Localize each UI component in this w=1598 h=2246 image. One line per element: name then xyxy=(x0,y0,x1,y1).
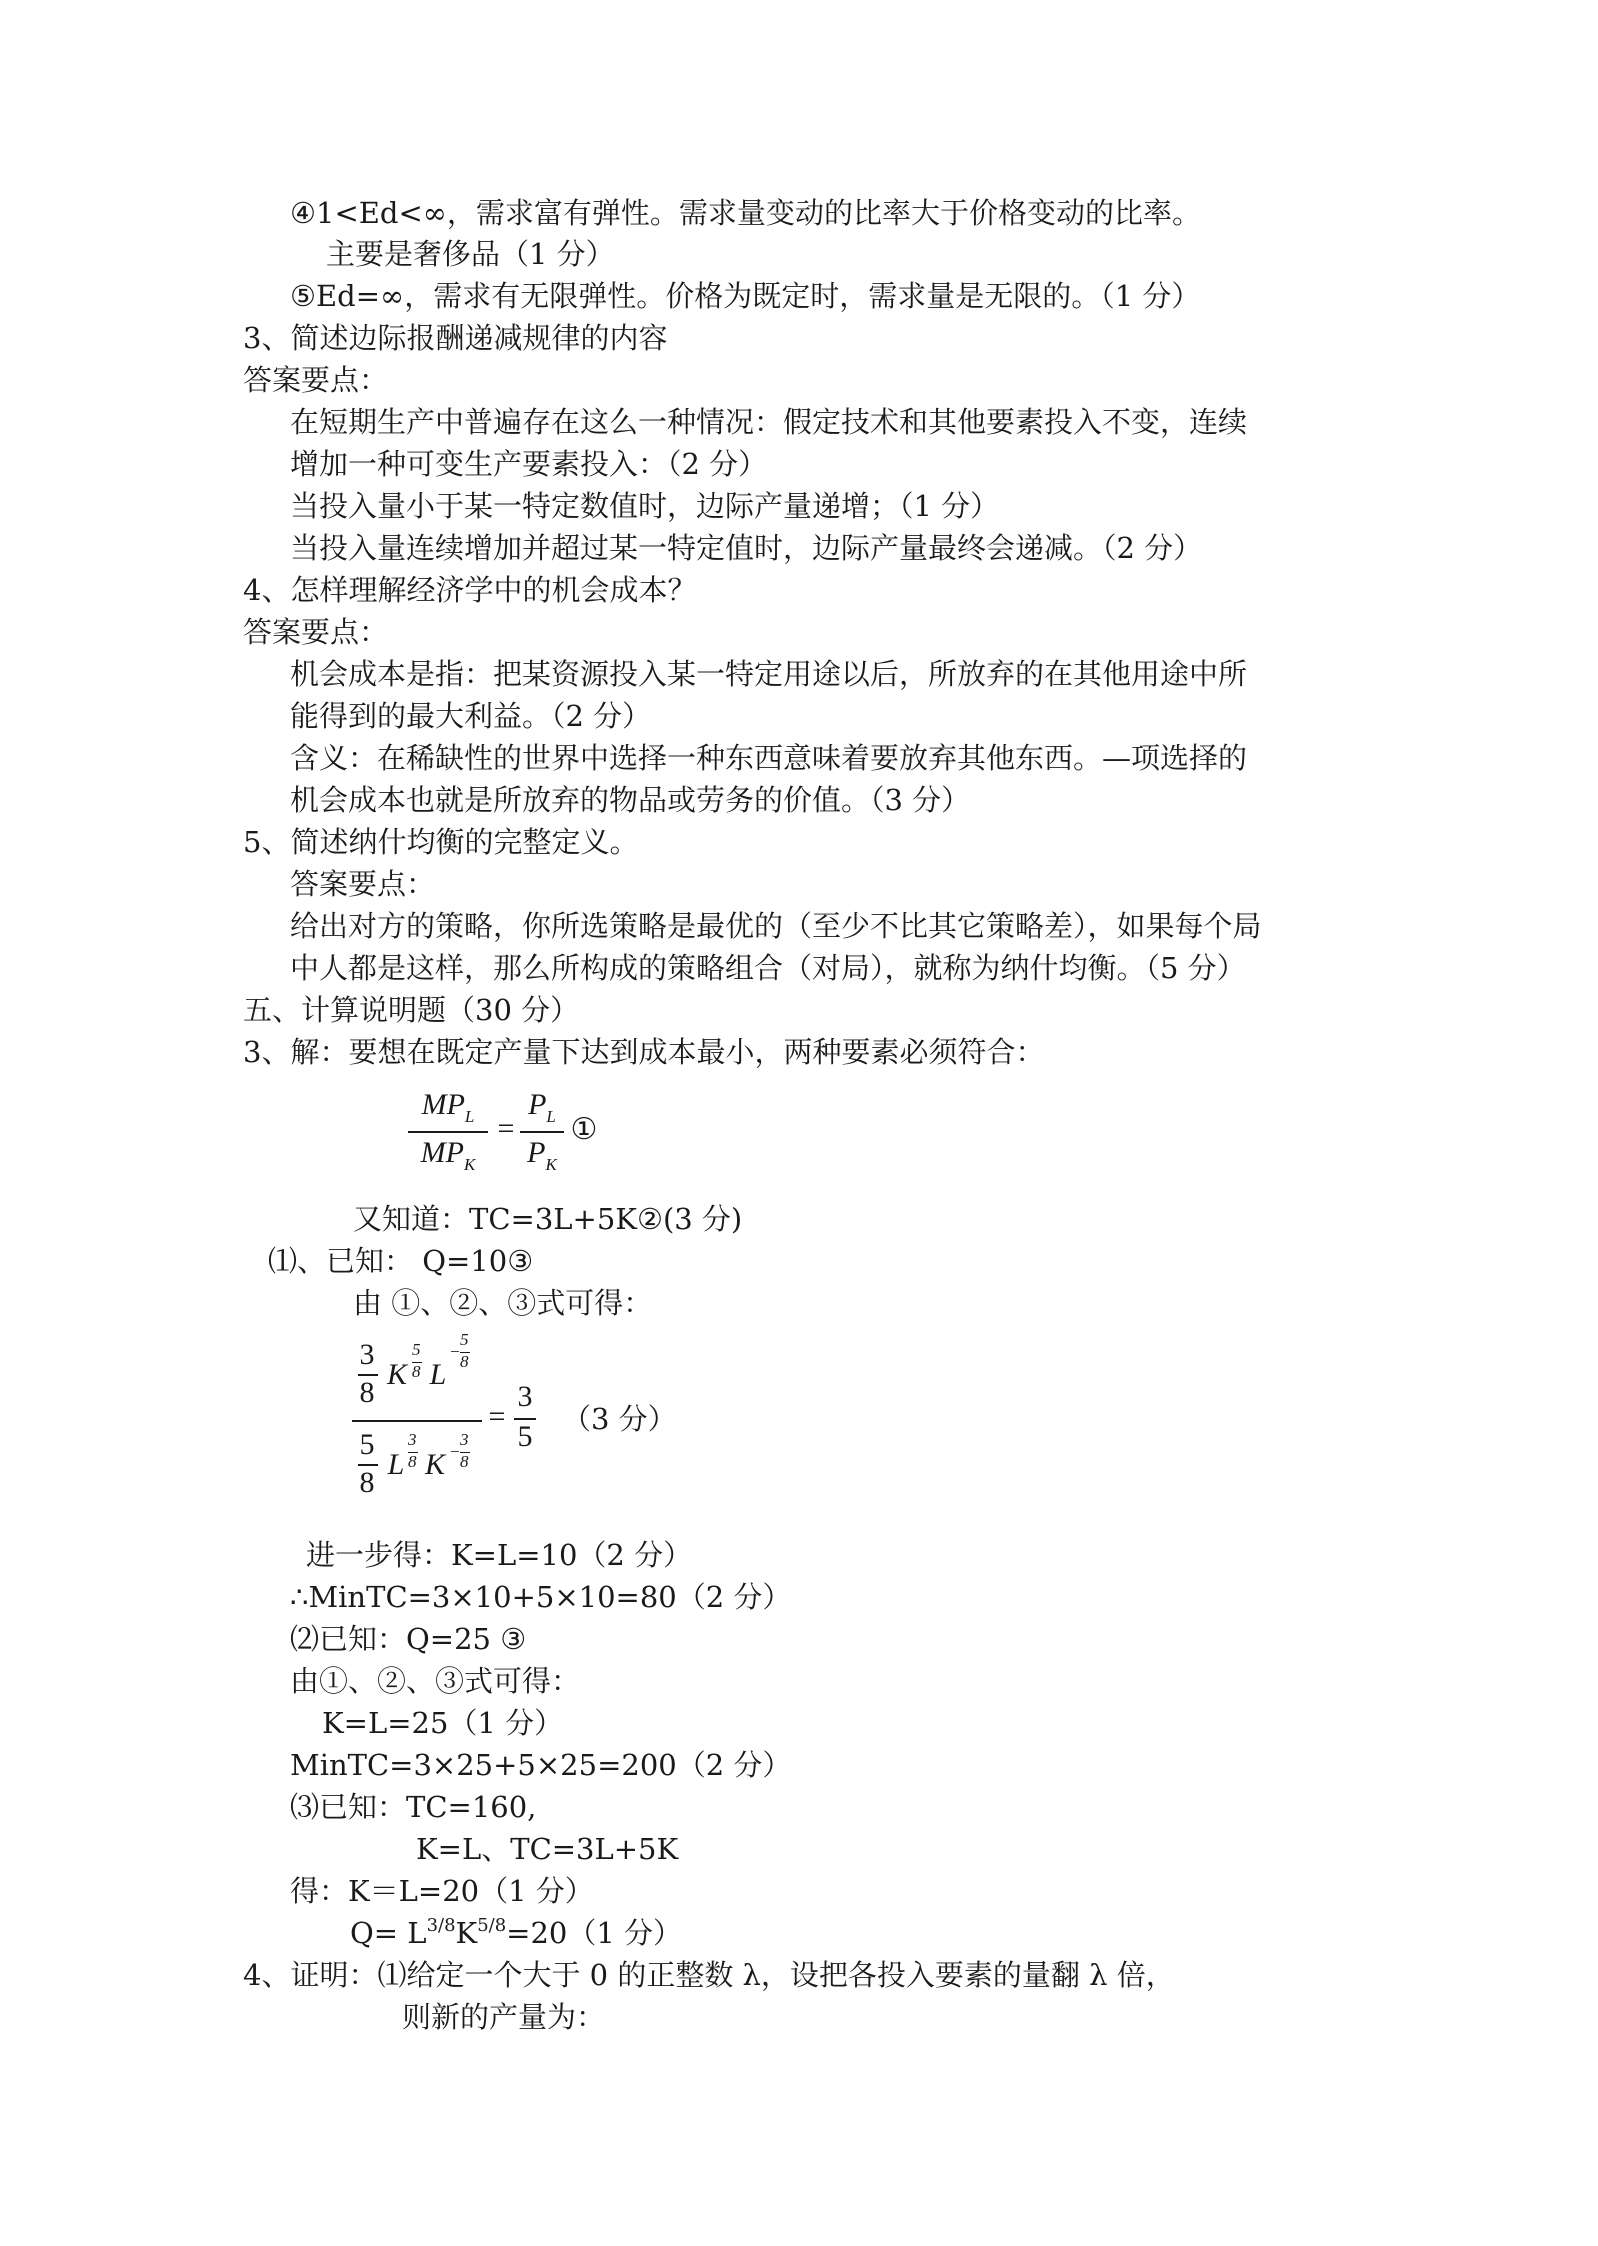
eq2-a-kexp-den: 8 xyxy=(412,1362,421,1381)
eq2-a-k: K xyxy=(386,1358,407,1391)
eq1-rden-text: P xyxy=(527,1136,546,1169)
text-line: 主要是奢侈品（1 分） xyxy=(326,237,615,271)
text-line: MinTC=3×25+5×25=200（2 分） xyxy=(290,1748,792,1782)
answer-heading: 答案要点： xyxy=(243,615,389,649)
equals-sign: = xyxy=(488,1400,506,1433)
question-heading: 3、简述边际报酬递减规律的内容 xyxy=(243,321,668,355)
score-label: （3 分） xyxy=(562,1402,677,1436)
question-heading: 5、简述纳什均衡的完整定义。 xyxy=(243,825,639,859)
eq1-num-text: MP xyxy=(421,1088,465,1121)
eq1-right-numerator xyxy=(518,1088,566,1126)
equation-ratio xyxy=(352,1330,712,1530)
text-line: 4、证明：⑴给定一个大于 0 的正整数 λ，设把各投入要素的量翻 λ 倍， xyxy=(243,1958,1175,1992)
eq1-numerator xyxy=(408,1088,488,1126)
fraction-bar xyxy=(408,1131,488,1133)
q-equals-l: Q= L xyxy=(350,1916,427,1950)
text-line: 增加一种可变生产要素投入：（2 分） xyxy=(290,447,768,481)
eq2-a-l: L xyxy=(429,1358,447,1391)
eq2-a-num: 3 xyxy=(359,1338,375,1371)
text-line: K=L、TC=3L+5K xyxy=(416,1832,679,1866)
eq1-num-sub: L xyxy=(464,1107,475,1126)
eq1-right-denominator xyxy=(518,1136,566,1174)
k-symbol: K xyxy=(455,1916,478,1950)
eq1-rnum-sub: L xyxy=(546,1107,556,1126)
answer-heading: 答案要点： xyxy=(290,867,436,901)
eq2-a-kexp-num: 5 xyxy=(412,1340,421,1359)
l-exponent: 3/8 xyxy=(426,1915,456,1936)
eq1-denominator xyxy=(408,1136,488,1174)
text-line: 机会成本是指：把某资源投入某一特定用途以后，所放弃的在其他用途中所 xyxy=(290,657,1248,691)
text-line: 在短期生产中普遍存在这么一种情况：假定技术和其他要素投入不变，连续 xyxy=(290,405,1248,439)
text-line: ④1<Ed<∞，需求富有弹性。需求量变动的比率大于价格变动的比率。 xyxy=(290,196,1201,230)
eq2-b-lexp-den: 8 xyxy=(408,1452,417,1471)
text-line: 又知道：TC=3L+5K②(3 分) xyxy=(353,1202,743,1236)
text-line: K=L=25（1 分） xyxy=(322,1706,564,1740)
eq2-b-kexp-num: 3 xyxy=(460,1430,469,1449)
eq1-den-text: MP xyxy=(420,1136,464,1169)
eq2-b-kexp-den: 8 xyxy=(460,1452,469,1471)
production-function-line xyxy=(350,1916,682,1955)
q-result: =20（1 分） xyxy=(506,1916,683,1950)
text-line: 得：K＝L=20（1 分） xyxy=(290,1874,594,1908)
fraction-bar xyxy=(520,1131,564,1133)
k-exponent: 5/8 xyxy=(477,1915,507,1936)
text-line: 则新的产量为： xyxy=(402,2000,606,2034)
text-line: 机会成本也就是所放弃的物品或劳务的价值。（3 分） xyxy=(290,783,971,817)
eq2-b-den: 8 xyxy=(359,1466,375,1499)
eq2-a-minus: − xyxy=(450,1342,460,1361)
text-line: 中人都是这样，那么所构成的策略组合（对局），就称为纳什均衡。（5 分） xyxy=(290,951,1246,985)
text-line: 给出对方的策略，你所选策略是最优的（至少不比其它策略差），如果每个局 xyxy=(290,909,1262,943)
text-line: ∴MinTC=3×10+5×10=80（2 分） xyxy=(290,1580,792,1614)
eq2-b-num: 5 xyxy=(359,1428,375,1461)
text-line: 进一步得：K=L=10（2 分） xyxy=(306,1538,693,1572)
eq2-a-lexp-num: 5 xyxy=(460,1330,469,1349)
eq1-rnum-text: P xyxy=(528,1088,547,1121)
eq2-b-lexp-num: 3 xyxy=(408,1430,417,1449)
text-line: ⑵已知：Q=25 ③ xyxy=(290,1622,527,1656)
eq2-b-minus: − xyxy=(450,1442,460,1461)
eq2-b-k: K xyxy=(424,1448,445,1481)
text-line: 3、解：要想在既定产量下达到成本最小，两种要素必须符合： xyxy=(243,1035,1045,1069)
answer-heading: 答案要点： xyxy=(243,363,389,397)
text-line: 由①、②、③式可得： xyxy=(290,1664,581,1698)
eq1-rden-sub: K xyxy=(545,1155,557,1174)
text-line: 能得到的最大利益。（2 分） xyxy=(290,699,652,733)
text-line: ⑶已知：TC=160, xyxy=(290,1790,537,1824)
text-line: 当投入量连续增加并超过某一特定值时，边际产量最终会递减。（2 分） xyxy=(290,531,1203,565)
eq2-b-l: L xyxy=(387,1448,405,1481)
equation-tag: ① xyxy=(570,1112,598,1147)
text-line: ⑴、已知： Q=10③ xyxy=(268,1244,534,1278)
eq1-den-sub: K xyxy=(463,1155,476,1174)
main-fraction-bar xyxy=(352,1420,482,1422)
equals-sign: = xyxy=(497,1112,515,1145)
eq2-a-den: 8 xyxy=(359,1376,375,1409)
text-line: ⑤Ed=∞，需求有无限弹性。价格为既定时，需求量是无限的。（1 分） xyxy=(290,279,1201,313)
text-line: 由 ①、②、③式可得： xyxy=(353,1286,653,1320)
text-line: 当投入量小于某一特定数值时，边际产量递增；（1 分） xyxy=(290,489,1000,523)
section-heading: 五、计算说明题（30 分） xyxy=(243,993,580,1027)
question-heading: 4、怎样理解经济学中的机会成本？ xyxy=(243,573,697,607)
eq2-r-den: 5 xyxy=(517,1420,533,1453)
eq2-r-num: 3 xyxy=(517,1380,533,1413)
text-line: 含义：在稀缺性的世界中选择一种东西意味着要放弃其他东西。—项选择的 xyxy=(290,741,1248,775)
equation-marginal-product xyxy=(400,1088,620,1188)
eq2-a-lexp-den: 8 xyxy=(460,1352,469,1371)
